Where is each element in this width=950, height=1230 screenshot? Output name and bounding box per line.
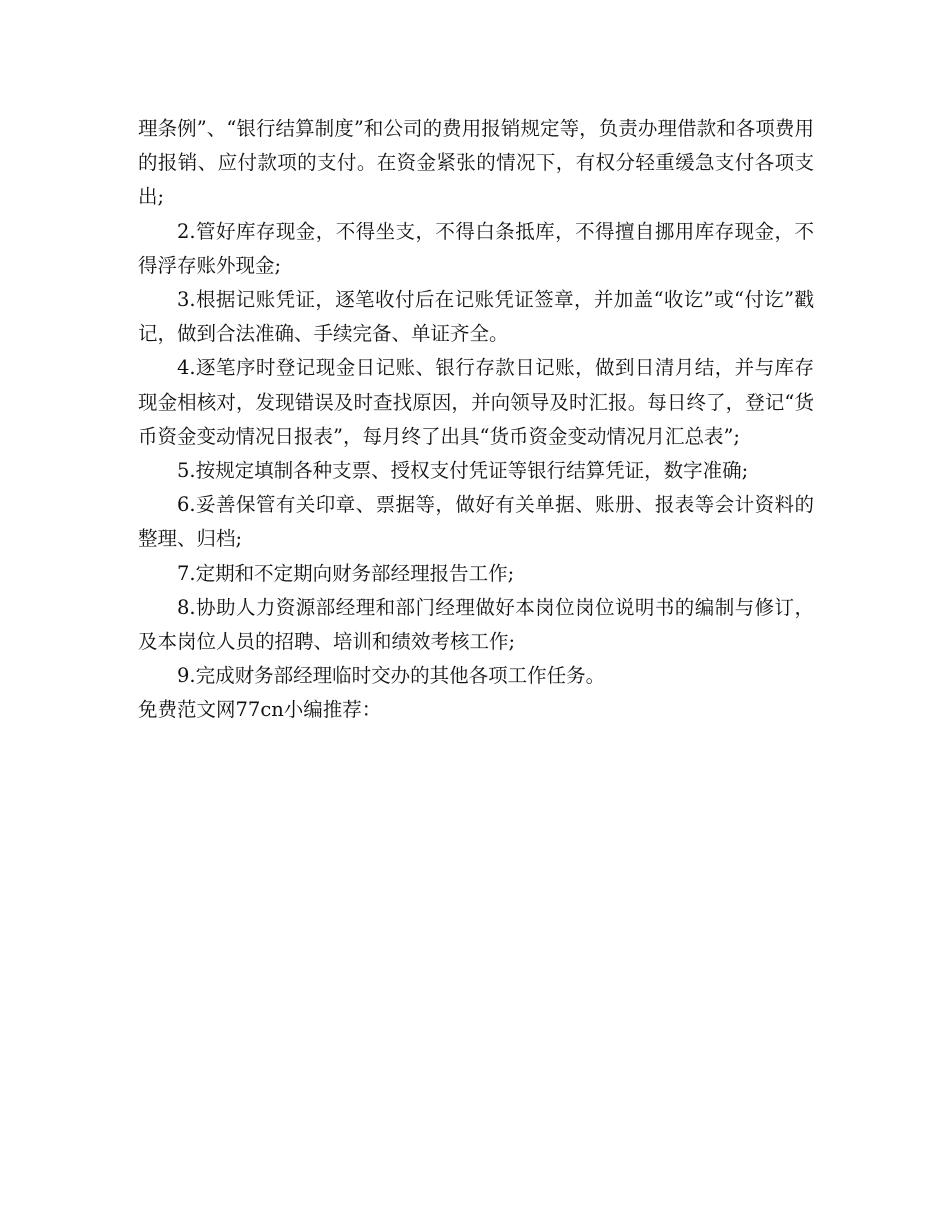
document-body (138, 112, 814, 728)
paragraph-item-7: 7.定期和不定期向财务部经理报告工作; (177, 561, 515, 585)
paragraph-item-6: 6.妥善保管有关印章、票据等，做好有关单据、账册、报表等会计资料的整理、归档; (138, 493, 814, 551)
paragraph-item-3: 3.根据记账凭证，逐笔收付后在记账凭证签章，并加盖“收讫”或“付讫”戳记，做到合法准确、手续完备、单证齐全。 (138, 288, 814, 346)
paragraph-recommendation: 免费范文网77cn小编推荐： (138, 698, 382, 722)
paragraph-item-5: 5.按规定填制各种支票、授权支付凭证等银行结算凭证，数字准确; (177, 459, 749, 483)
paragraph-duties-intro: 理条例”、“银行结算制度”和公司的费用报销规定等，负责办理借款和各项费用的报销、应付款项的支付。在资金紧张的情况下，有权分轻重缓急支付各项支出; (138, 117, 814, 209)
paragraph-item-8: 8.协助人力资源部经理和部门经理做好本岗位岗位说明书的编制与修订，及本岗位人员的招聘、培训和绩效考核工作; (138, 595, 814, 654)
paragraph-item-2: 2.管好库存现金，不得坐支，不得白条抵库，不得擅自挪用库存现金，不得浮存账外现金; (138, 219, 814, 277)
paragraph-item-9: 9.完成财务部经理临时交办的其他各项工作任务。 (177, 664, 606, 688)
paragraph-item-4: 4.逐笔序时登记现金日记账、银行存款日记账，做到日清月结，并与库存现金相核对，发现错误及时查找原因，并向领导及时汇报。每日终了，登记“货币资金变动情况日报表”，每月终了出具“货币资金变动情况月汇总表”; (138, 356, 814, 448)
